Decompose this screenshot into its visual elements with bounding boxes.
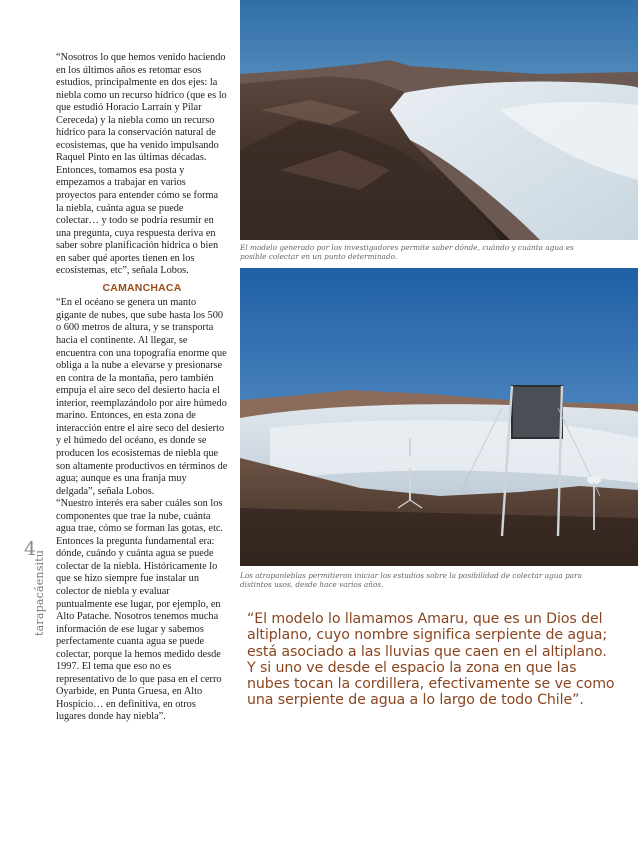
article-paragraph-1: “Nosotros lo que hemos venido haciendo en los últimos años es retomar esos estudios, principalmente en dos ejes: la niebla como un recurso hídrico (que es lo que estudió Horacio Larraín y Pilar Cereceda) y la niebla como un recurso hídrico para la conservación natural de ecosistemas, que ha venido impulsando Raquel Pinto en las últimas décadas. Entonces, tomamos esa posta y empezamos a trabajar en varios proyectos para entender cómo se forma la niebla, cuánta agua se puede colectar… y todo se podría resumir en una pregunta, cuya respuesta deriva en saber sobre planificación hídrica o bien en saber qué aportes tienen en los ecosistemas, etc”, señala Lobos. [56,52,227,277]
photo-caption-1: El modelo generado por los investigadores permite saber dónde, cuándo y cuánta agua es posible colectar en un punto determinado. [240,243,574,262]
article-paragraph-3: “Nuestro interés era saber cuáles son los componentes que trae la nube, cuánta agua trae, cómo se forman las gotas, etc. Entonces la pregunta fundamental era: dónde, cuándo y cuánta agua se puede colectar de la niebla. Históricamente lo que se hizo siempre fue instalar un colector de niebla y evaluar puntualmente ese lugar, por ejemplo, en Alto Patache. Nosotros tenemos mucha información de ese lugar y sabemos perfectamente cuanta agua se puede colectar, porque la hemos medido desde 1997. El tema que eso no es representativo de lo que pasa en el cerro Oyarbide, en Punta Gruesa, en Alto Hospicio… en definitiva, en otros lugares donde hay niebla”. [56,498,223,723]
article-text-column [56,52,228,724]
publication-name: tarapacáensitu [33,549,46,636]
photo-fog-collector-image [240,268,638,566]
photo-fog-collector [240,268,638,566]
photo-aerial-fog-mountains [240,0,638,240]
page-number: 4 [24,538,37,560]
article-paragraph-2: “En el océano se genera un manto gigante de nubes, que sube hasta los 500 o 600 metros de altura, y se transporta hacia el continente. Al llegar, se encuentra con una topografía enorme que obliga a la nube a elevarse y presionarse en contra de la montaña, pero también empuja el aire seco del desierto hacia el interior, reemplazándolo por aire húmedo marino. Entonces, en esta zona de interacción entre el aire seco del desierto y el húmedo del océano, es donde se producen los ecosistemas de niebla que son altamente productivos en términos de agua; aunque es una franja muy delgada”, señala Lobos. [56,297,228,497]
pull-quote: “El modelo lo llamamos Amaru, que es un Dios del altiplano, cuyo nombre significa serpiente de agua; está asociado a las lluvias que caen en el altiplano. Y si uno ve desde el espacio la zona en que las nubes tocan la cordillera, efectivamente se ve como una serpiente de agua a lo largo de todo Chile”. [247,611,615,709]
photo-caption-2: Los atrapanieblas permitieron iniciar los estudios sobre la posibilidad de colectar agua para distintos usos, desde hace varios años. [240,571,582,590]
section-heading: CAMANCHACA [102,281,182,294]
photo-aerial-fog-mountains-image [240,0,638,240]
